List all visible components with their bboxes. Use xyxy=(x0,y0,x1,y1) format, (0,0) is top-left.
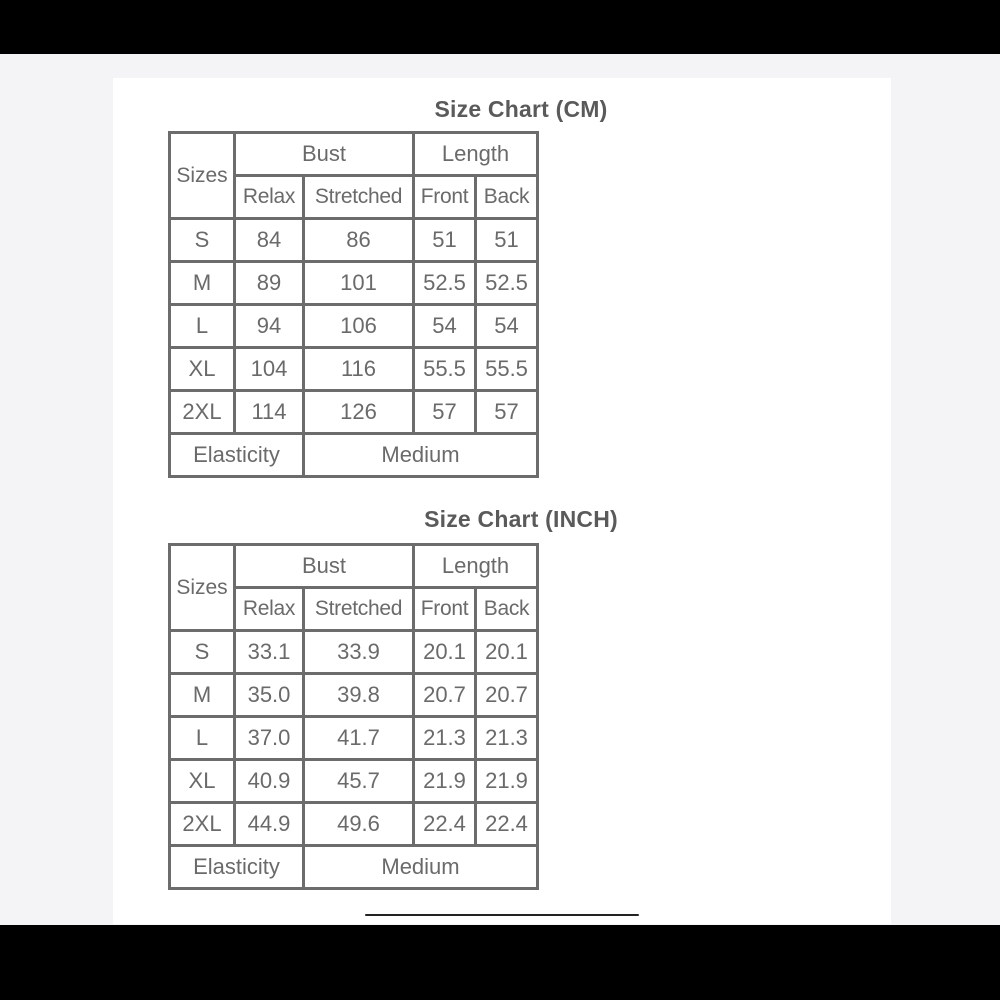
length-back-cell: 21.9 xyxy=(476,760,538,803)
size-cell: 2XL xyxy=(170,803,235,846)
table-header-row xyxy=(170,545,538,588)
front-header: Front xyxy=(414,176,476,219)
bust-relax-cell: 44.9 xyxy=(235,803,304,846)
table-header-row xyxy=(170,133,538,176)
bust-stretched-cell: 33.9 xyxy=(304,631,414,674)
front-header: Front xyxy=(414,588,476,631)
length-front-cell: 52.5 xyxy=(414,262,476,305)
page-background xyxy=(0,54,1000,925)
elasticity-value: Medium xyxy=(304,434,538,477)
bust-stretched-cell: 39.8 xyxy=(304,674,414,717)
scroll-indicator[interactable] xyxy=(365,914,639,916)
bust-header: Bust xyxy=(235,133,414,176)
relax-header: Relax xyxy=(235,176,304,219)
size-chart-inch-table xyxy=(168,543,539,890)
bust-relax-cell: 104 xyxy=(235,348,304,391)
length-back-cell: 55.5 xyxy=(476,348,538,391)
size-cell: 2XL xyxy=(170,391,235,434)
size-chart-cm-title: Size Chart (CM) xyxy=(434,96,608,122)
bust-relax-cell: 94 xyxy=(235,305,304,348)
table-row xyxy=(170,391,538,434)
length-back-cell: 57 xyxy=(476,391,538,434)
size-cell: S xyxy=(170,219,235,262)
sizes-header: Sizes xyxy=(170,545,235,631)
table-row xyxy=(170,717,538,760)
bust-stretched-cell: 126 xyxy=(304,391,414,434)
length-front-cell: 57 xyxy=(414,391,476,434)
bust-relax-cell: 33.1 xyxy=(235,631,304,674)
size-cell: M xyxy=(170,674,235,717)
bust-stretched-cell: 116 xyxy=(304,348,414,391)
size-cell: XL xyxy=(170,760,235,803)
elasticity-row xyxy=(170,846,538,889)
length-front-cell: 54 xyxy=(414,305,476,348)
length-header: Length xyxy=(414,133,538,176)
bust-stretched-cell: 101 xyxy=(304,262,414,305)
size-cell: L xyxy=(170,717,235,760)
length-back-cell: 54 xyxy=(476,305,538,348)
size-chart-sheet xyxy=(113,78,891,924)
table-row xyxy=(170,305,538,348)
length-back-cell: 52.5 xyxy=(476,262,538,305)
length-front-cell: 21.9 xyxy=(414,760,476,803)
size-cell: XL xyxy=(170,348,235,391)
size-cell: M xyxy=(170,262,235,305)
bust-relax-cell: 37.0 xyxy=(235,717,304,760)
elasticity-label: Elasticity xyxy=(170,846,304,889)
bust-relax-cell: 35.0 xyxy=(235,674,304,717)
elasticity-value: Medium xyxy=(304,846,538,889)
length-front-cell: 21.3 xyxy=(414,717,476,760)
table-row xyxy=(170,760,538,803)
bust-stretched-cell: 45.7 xyxy=(304,760,414,803)
size-cell: L xyxy=(170,305,235,348)
bust-stretched-cell: 41.7 xyxy=(304,717,414,760)
length-back-cell: 22.4 xyxy=(476,803,538,846)
bottom-black-bar xyxy=(0,925,1000,1000)
back-header: Back xyxy=(476,588,538,631)
bust-stretched-cell: 106 xyxy=(304,305,414,348)
stretched-header: Stretched xyxy=(304,588,414,631)
size-cell: S xyxy=(170,631,235,674)
bust-relax-cell: 89 xyxy=(235,262,304,305)
length-front-cell: 22.4 xyxy=(414,803,476,846)
size-chart-cm-table xyxy=(168,131,539,478)
table-row xyxy=(170,348,538,391)
bust-relax-cell: 114 xyxy=(235,391,304,434)
length-front-cell: 51 xyxy=(414,219,476,262)
length-header: Length xyxy=(414,545,538,588)
elasticity-row xyxy=(170,434,538,477)
table-row xyxy=(170,631,538,674)
top-black-bar xyxy=(0,0,1000,54)
length-back-cell: 51 xyxy=(476,219,538,262)
back-header: Back xyxy=(476,176,538,219)
table-row xyxy=(170,219,538,262)
stretched-header: Stretched xyxy=(304,176,414,219)
size-chart-inch-title: Size Chart (INCH) xyxy=(424,506,618,532)
length-back-cell: 20.1 xyxy=(476,631,538,674)
bust-header: Bust xyxy=(235,545,414,588)
relax-header: Relax xyxy=(235,588,304,631)
length-back-cell: 20.7 xyxy=(476,674,538,717)
bust-stretched-cell: 86 xyxy=(304,219,414,262)
length-back-cell: 21.3 xyxy=(476,717,538,760)
elasticity-label: Elasticity xyxy=(170,434,304,477)
table-row xyxy=(170,674,538,717)
length-front-cell: 20.7 xyxy=(414,674,476,717)
bust-stretched-cell: 49.6 xyxy=(304,803,414,846)
length-front-cell: 55.5 xyxy=(414,348,476,391)
table-row xyxy=(170,803,538,846)
sizes-header: Sizes xyxy=(170,133,235,219)
length-front-cell: 20.1 xyxy=(414,631,476,674)
table-row xyxy=(170,262,538,305)
bust-relax-cell: 40.9 xyxy=(235,760,304,803)
bust-relax-cell: 84 xyxy=(235,219,304,262)
